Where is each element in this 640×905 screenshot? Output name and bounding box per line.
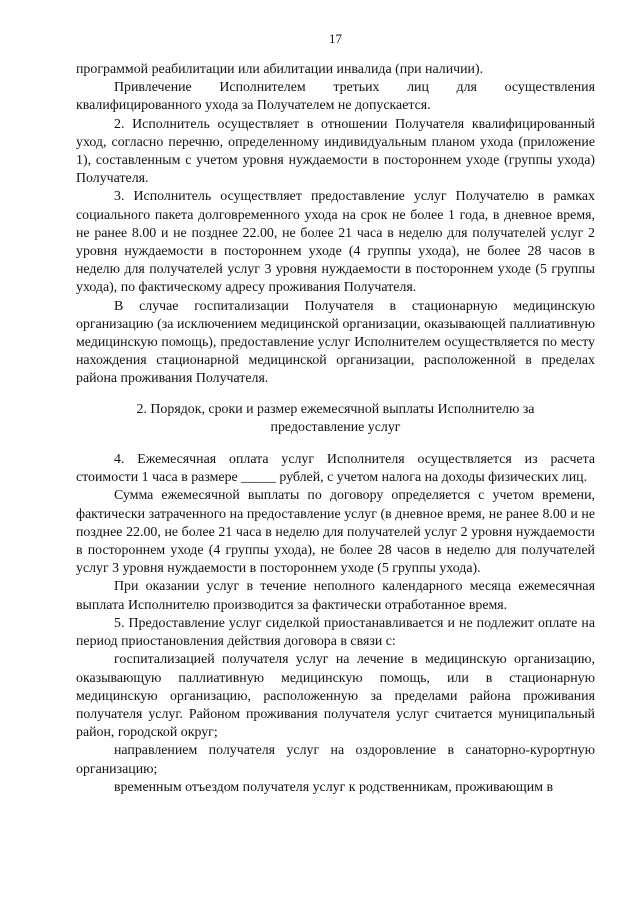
document-body	[76, 61, 595, 797]
paragraph-monthly-sum: Сумма ежемесячной выплаты по договору определяется с учетом времени, фактически затраченного на предоставление услуг (в дневное время, не ранее 8.00 и не позднее 22.00, не более 21 часа в неделю для получателей услуг 2 уровня нуждаемости в постороннем уходе (4 группы ухода), не более 28 часов в неделю для получателей услуг 3 уровня нуждаемости в постороннем уходе (5 группы ухода).	[76, 488, 595, 577]
section-heading-line-1: 2. Порядок, сроки и размер ежемесячной выплаты Исполнителю за	[136, 401, 535, 417]
paragraph-continuation: программой реабилитации или абилитации инвалида (при наличии).	[76, 62, 484, 77]
paragraph-partial-month: При оказании услуг в течение неполного календарного месяца ежемесячная выплата Исполнителю производится за фактически отработанное время.	[76, 579, 595, 613]
paragraph-clause-3: 3. Исполнитель осуществляет предоставление услуг Получателю в рамках социального пакета долговременного ухода на срок не более 1 года, в дневное время, не ранее 8.00 и не позднее 22.00, не более 21 часа в неделю для получателей услуг 2 уровня нуждаемости в постороннем уходе (4 группы ухода), не более 28 часов в неделю для получателей услуг 3 уровня нуждаемости в постороннем уходе (5 группы ухода), по фактическому адресу проживания Получателя.	[76, 189, 595, 296]
section-heading	[76, 401, 595, 437]
paragraph-third-parties: Привлечение Исполнителем третьих лиц для осуществления квалифицированного ухода за Получателем не допускается.	[76, 80, 595, 114]
paragraph-hospitalization-reason: госпитализацией получателя услуг на лечение в медицинскую организацию, оказывающую паллиативную медицинскую помощь, или в стационарную медицинскую организацию, расположенную за пределами района проживания получателя услуг. Районом проживания получателя услуг считается муниципальный район, городской округ;	[76, 652, 595, 741]
section-heading-line-2: предоставление услуг	[270, 419, 401, 435]
paragraph-clause-2: 2. Исполнитель осуществляет в отношении Получателя квалифицированный уход, согласно перечню, определенному индивидуальным планом ухода (приложение 1), составленным с учетом уровня нуждаемости в постороннем уходе (группы ухода) Получателя.	[76, 116, 595, 187]
paragraph-clause-5: 5. Предоставление услуг сиделкой приостанавливается и не подлежит оплате на период приостановления действия договора в связи с:	[76, 615, 595, 650]
paragraph-clause-4: 4. Ежемесячная оплата услуг Исполнителя осуществляется из расчета стоимости 1 часа в размере _____ рублей, с учетом налога на доходы физических лиц.	[76, 452, 595, 486]
paragraph-departure-reason: временным отъездом получателя услуг к родственникам, проживающим в	[114, 779, 554, 795]
paragraph-hospitalization: В случае госпитализации Получателя в стационарную медицинскую организацию (за исключением медицинской организации, оказывающей паллиативную медицинскую помощь), предоставление услуг Исполнителем осуществляется по месту нахождения стационарной медицинской организации, расположенной в пределах района проживания Получателя.	[76, 298, 595, 387]
paragraph-sanatorium-reason: направлением получателя услуг на оздоровление в санаторно-курортную организацию;	[76, 743, 595, 777]
page-number: 17	[329, 31, 342, 46]
